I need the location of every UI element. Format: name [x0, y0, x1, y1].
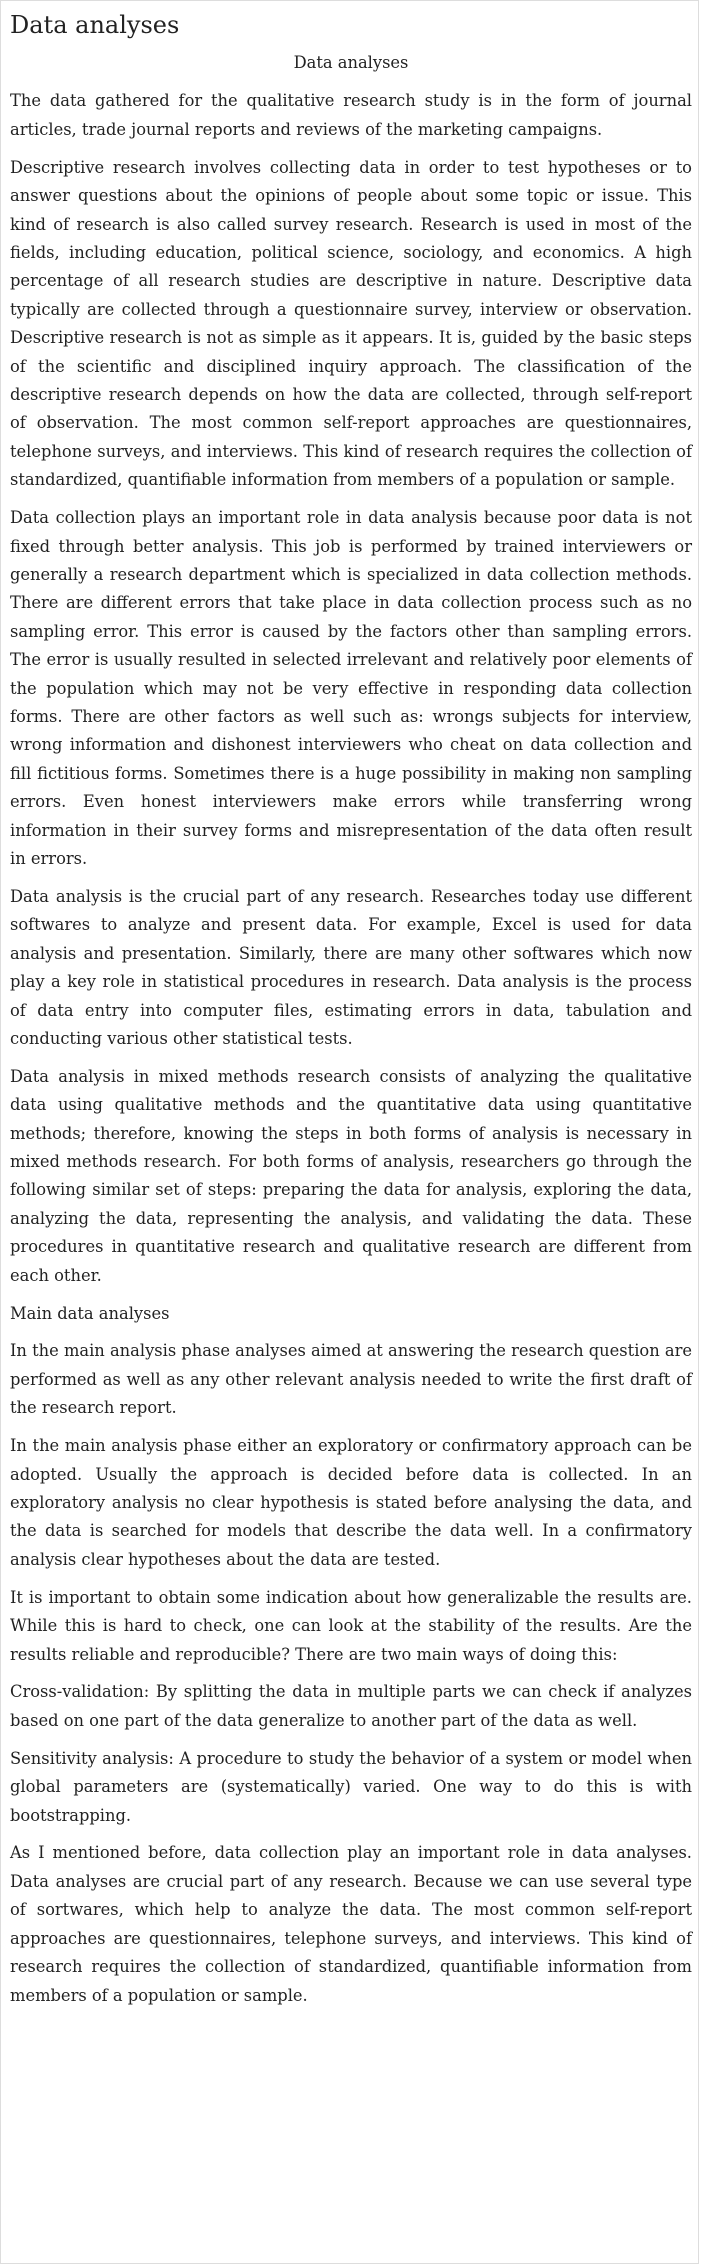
paragraph-main-6: As I mentioned before, data collection play an important role in data analyses. Data analyses are crucial part of any research. Because we can use several type of sortwares, which help to analyze the data. The most common self-report approaches are questionnaires, telephone surveys, and interviews. This kind of research requires the collection of standardized, quantifiable information from members of a population or sample.	[10, 1843, 692, 2005]
paragraph-intro-2: Descriptive research involves collecting data in order to test hypotheses or to answer questions about the opinions of people about some topic or issue. This kind of research is also called survey research. Research is used in most of the fields, including education, political science, sociology, and economics. A high percentage of all research studies are descriptive in nature. Descriptive data typically are collected through a questionnaire survey, interview or observation. Descriptive research is not as simple as it appears. It is, guided by the basic steps of the scientific and disciplined inquiry approach. The classification of the descriptive research depends on how the data are collected, through self-report of observation. The most common self-report approaches are questionnaires, telephone surveys, and interviews. This kind of research requires the collection of standardized, quantifiable information from members of a population or sample.	[10, 157, 692, 490]
document-body	[10, 49, 692, 2019]
paragraph-intro-3: Data collection plays an important role in data analysis because poor data is not fixed through better analysis. This job is performed by trained interviewers or generally a research department which is specialized in data collection methods. There are different errors that take place in data collection process such as no sampling error. This error is caused by the factors other than sampling errors. The error is usually resulted in selected irrelevant and relatively poor elements of the population which may not be very effective in responding data collection forms. There are other factors as well such as: wrongs subjects for interview, wrong information and dishonest interviewers who cheat on data collection and fill fictitious forms. Sometimes there is a huge possibility in making non sampling errors. Even honest interviewers make errors while transferring wrong information in their survey forms and misrepresentation of the data often result in errors.	[10, 508, 692, 868]
section-heading-main-analyses: Main data analyses	[10, 1303, 170, 1323]
paragraph-main-1: In the main analysis phase analyses aimed at answering the research question are performed as well as any other relevant analysis needed to write the first draft of the research report.	[10, 1341, 692, 1418]
paragraph-intro-5: Data analysis in mixed methods research consists of analyzing the qualitative data using qualitative methods and the quantitative data using quantitative methods; therefore, knowing the steps in both forms of analysis is necessary in mixed methods research. For both forms of analysis, researchers go through the following similar set of steps: preparing the data for analysis, exploring the data, analyzing the data, representing the analysis, and validating the data. These procedures in quantitative research and qualitative research are different from each other.	[10, 1066, 692, 1285]
document-title: Data analyses	[10, 11, 180, 39]
paragraph-intro-4: Data analysis is the crucial part of any research. Researches today use different softwares to analyze and present data. For example, Excel is used for data analysis and presentation. Similarly, there are many other softwares which now play a key role in statistical procedures in research. Data analysis is the process of data entry into computer files, estimating errors in data, tabulation and conducting various other statistical tests.	[10, 886, 692, 1048]
document-subtitle: Data analyses	[293, 53, 409, 72]
paragraph-main-2: In the main analysis phase either an exploratory or confirmatory approach can be adopted. Usually the approach is decided before data is collected. In an exploratory analysis no clear hypothesis is stated before analysing the data, and the data is searched for models that describe the data well. In a confirmatory analysis clear hypotheses about the data are tested.	[10, 1436, 692, 1569]
paragraph-main-3: It is important to obtain some indication about how generalizable the results are. While this is hard to check, one can look at the stability of the results. Are the results reliable and reproducible? There are two main ways of doing this:	[10, 1587, 692, 1664]
paragraph-main-4: Cross-validation: By splitting the data in multiple parts we can check if analyzes based on one part of the data generalize to another part of the data as well.	[10, 1682, 692, 1730]
paragraph-intro-1: The data gathered for the qualitative research study is in the form of journal articles, trade journal reports and reviews of the marketing campaigns.	[10, 91, 692, 139]
paragraph-main-5: Sensitivity analysis: A procedure to study the behavior of a system or model when global parameters are (systematically) varied. One way to do this is with bootstrapping.	[10, 1748, 692, 1825]
